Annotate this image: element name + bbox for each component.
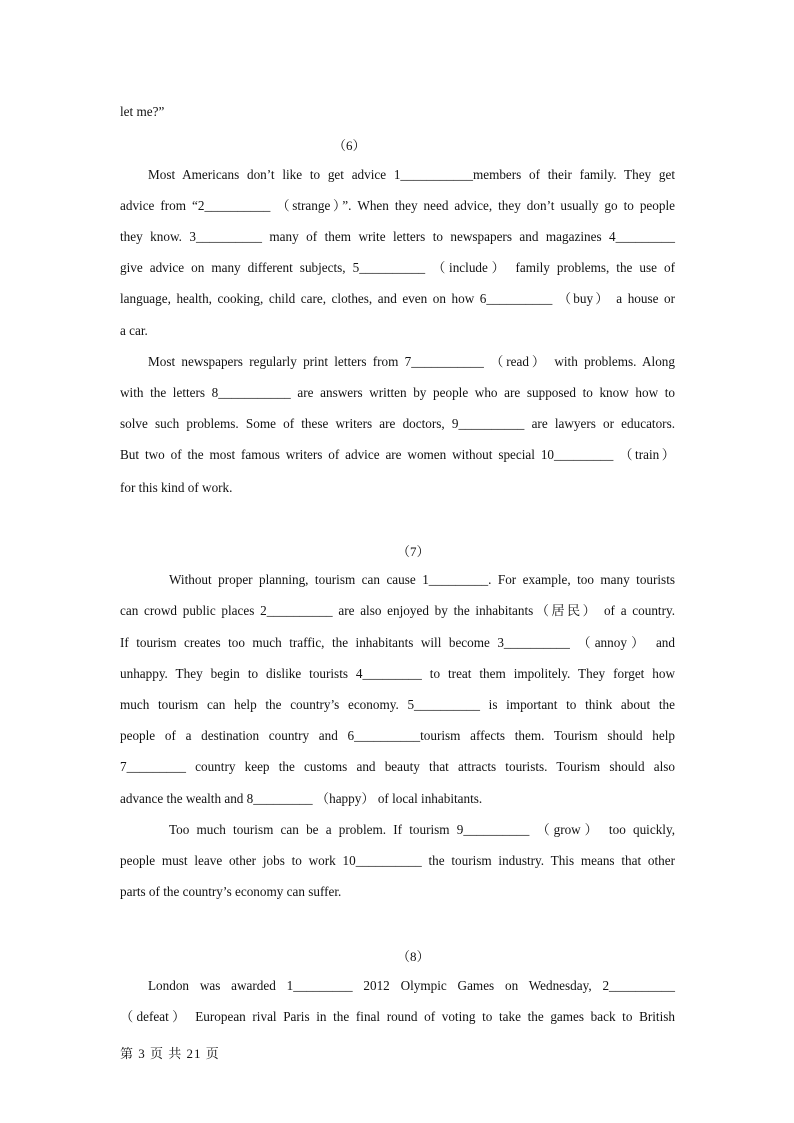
section-heading-7: （7） [397, 544, 430, 559]
page-number-footer: 第 3 页 共 21 页 [120, 1046, 220, 1061]
text-line: people must leave other jobs to work 10__________ the tourism industry. This means that other [120, 853, 675, 868]
text-line: a car. [120, 323, 148, 338]
text-line: solve such problems. Some of these writers are doctors, 9__________ are lawyers or educators. [120, 416, 675, 431]
text-line: Most Americans don’t like to get advice 1___________members of their family. They get [148, 167, 675, 182]
text-line: parts of the country’s economy can suffer. [120, 884, 342, 899]
text-line: advice from “2__________ （strange）”. When they need advice, they don’t usually go to people [120, 198, 675, 213]
text-line: language, health, cooking, child care, clothes, and even on how 6__________ （buy） a house or [120, 291, 675, 306]
text-line: they know. 3__________ many of them write letters to newspapers and magazines 4_________ [120, 229, 675, 244]
text-line: Too much tourism can be a problem. If tourism 9__________ （grow） too quickly, [169, 822, 675, 837]
text-line: But two of the most famous writers of advice are women without special 10_________ （train） [120, 447, 675, 462]
text-line: advance the wealth and 8_________ （happy） of local inhabitants. [120, 791, 483, 806]
text-line: can crowd public places 2__________ are also enjoyed by the inhabitants（居民） of a country. [120, 603, 675, 618]
text-line: London was awarded 1_________ 2012 Olympic Games on Wednesday, 2__________ [148, 978, 675, 993]
text-line: （defeat） European rival Paris in the final round of voting to take the games back to British [120, 1009, 675, 1024]
text-line: unhappy. They begin to dislike tourists 4_________ to treat them impolitely. They forget how [120, 666, 675, 681]
text-line: much tourism can help the country’s economy. 5__________ is important to think about the [120, 697, 675, 712]
section-heading-8: （8） [397, 949, 430, 964]
text-line: 7_________ country keep the customs and beauty that attracts tourists. Tourism should also [120, 759, 675, 774]
text-line: Without proper planning, tourism can cause 1_________. For example, too many tourists [169, 572, 675, 587]
text-line: with the letters 8___________ are answers written by people who are supposed to know how to [120, 385, 675, 400]
text-line: people of a destination country and 6__________tourism affects them. Tourism should help [120, 728, 675, 743]
text-line: let me?” [120, 104, 165, 119]
text-line: If tourism creates too much traffic, the inhabitants will become 3__________ （annoy） and [120, 635, 675, 650]
section-heading-6: （6） [333, 138, 366, 153]
text-line: for this kind of work. [120, 480, 233, 495]
text-line: give advice on many different subjects, 5__________ （include） family problems, the use of [120, 260, 675, 275]
text-line: Most newspapers regularly print letters from 7___________ （read） with problems. Along [148, 354, 675, 369]
